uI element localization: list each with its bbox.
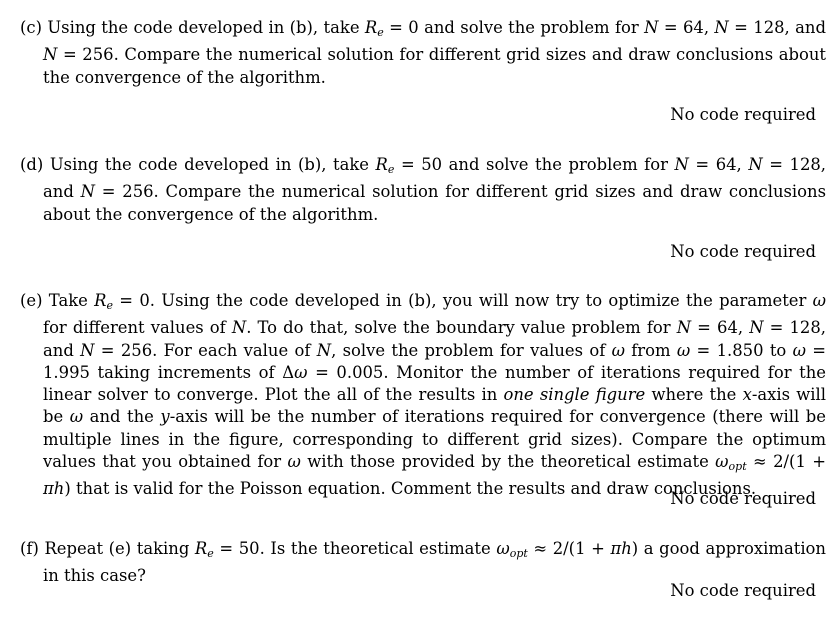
no-code-required-d: No code required — [670, 242, 816, 261]
question-e — [20, 290, 826, 501]
question-c-text: (c) Using the code developed in (b), take $R_e = 0$ and solve the problem for N = 64, N = 128, and N = 256. Compare the numerical solution for different grid sizes and draw conclusions about the convergence of the algorithm. — [20, 18, 826, 87]
question-e-text: (e) Take $R_e = 0$. Using the code developed in (b), you will now try to optimize the parameter ω for different values of N. To do that, solve the boundary value problem for N = 64, N = 128, and N = 256. For each value of N, solve the problem for values of ω from ω = 1.850 to ω = 1.995 taking increments of Δω = 0.005. Monitor the number of iterations required for the linear solver to converge. Plot the all of the results in one single figure where the x-axis will be ω and the y-axis will be the number of iterations required for convergence (there will be multiple lines in the figure, corresponding to different grid sizes). Compare the optimum values that you obtained for ω with those provided by the theoretical estimate $\omega_{opt} \approx 2/(1 + \pi h)$ that is valid for the Poisson equation. Comment the results and draw conclusions. — [20, 291, 827, 499]
question-f-text: (f) Repeat (e) taking $R_e = 50$. Is the theoretical estimate $\omega_{opt} \approx 2/(1 + \pi h)$ a good approximation in this case? — [20, 539, 826, 586]
question-c-label: (c) — [20, 18, 42, 37]
question-e-label: (e) — [20, 291, 43, 310]
question-d-text: (d) Using the code developed in (b), take $R_e = 50$ and solve the problem for N = 64, N = 128, and N = 256. Compare the numerical solution for different grid sizes and draw conclusions about the convergence of the algorithm. — [20, 155, 827, 224]
no-code-required-e: No code required — [670, 489, 816, 508]
question-c — [20, 17, 826, 89]
no-code-required-f: No code required — [670, 581, 816, 600]
no-code-required-c: No code required — [670, 105, 816, 124]
question-d-label: (d) — [20, 155, 44, 174]
question-d — [20, 154, 826, 226]
question-f-label: (f) — [20, 539, 39, 558]
